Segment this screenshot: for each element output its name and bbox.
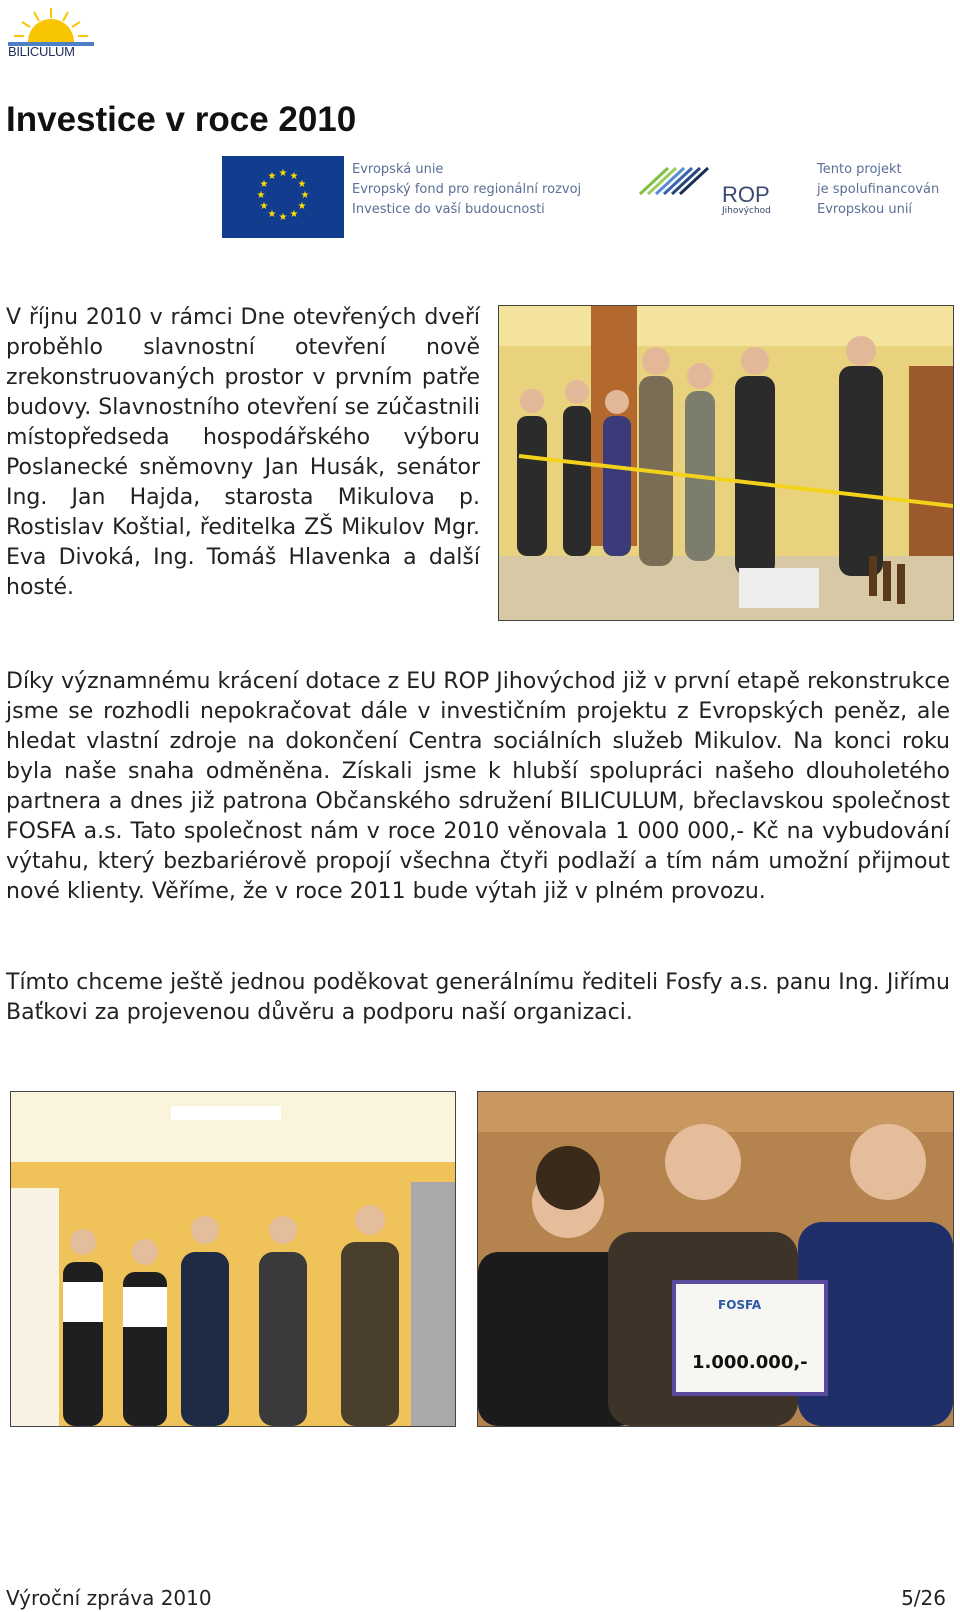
paragraph-thanks: Tímto chceme ještě jednou poděkovat generálnímu řediteli Fosfy a.s. panu Ing. Jiřímu Baťkovi za projevenou důvěru a podporu naší organizaci. [6, 970, 950, 1025]
svg-text:★: ★ [278, 168, 288, 179]
svg-text:★: ★ [259, 201, 269, 212]
footer-report-title: Výroční zpráva 2010 [6, 1586, 212, 1610]
photo-group [10, 1091, 456, 1427]
svg-text:★: ★ [297, 179, 307, 190]
rop-logo [638, 160, 798, 220]
svg-text:★: ★ [267, 171, 277, 182]
logo-text: BILICULUM [8, 44, 75, 59]
rop-name: ROP [722, 182, 770, 207]
photo-check-presentation [477, 1091, 954, 1427]
eu-text [352, 160, 581, 220]
cofin-line: Tento projekt [817, 162, 902, 177]
paragraph-opening: V říjnu 2010 v rámci Dne otevřených dveří proběhlo slavnostní otevření nově zrekonstruovaných prostor v prvním patře budovy. Slavnostního otevření se zúčastnili místopředseda hospodářského výboru Poslanecké sněmovny Jan Husák, senátor Ing. Jan Hajda, starosta Mikulova p. Rostislav Koštial, ředitelka ZŠ Mikulov Mgr. Eva Divoká, Ing. Tomáš Hlavenka a další hosté. [6, 305, 480, 600]
photo-ribbon-cutting [498, 305, 954, 621]
paragraph-funding: Díky významnému krácení dotace z EU ROP Jihovýchod již v první etapě rekonstrukce jsme se rozhodli nepokračovat dále v investičním projektu z Evropských peněz, ale hledat vlastní zdroje na dokončení Centra sociálních služeb Mikulov. Na konci roku byla naše snaha odměněna. Získali jsme k hlubší spolupráci našeho dlouholetého partnera a dnes již patrona Občanského sdružení BILICULUM, břeclavskou společnost FOSFA a.s. Tato společnost nám v roce 2010 věnovala 1 000 000,- Kč na vybudování výtahu, který bezbariérově propojí všechna čtyři podlaží a tím nám umožní přijmout nové klienty. Věříme, že v roce 2011 bude výtah již v plném provozu. [6, 669, 950, 904]
eu-line: Evropský fond pro regionální rozvoj [352, 182, 582, 197]
svg-text:★: ★ [278, 212, 288, 223]
svg-text:★: ★ [300, 190, 310, 201]
rop-stripes-icon [638, 160, 718, 200]
eu-line: Investice do vaší budoucnosti [352, 202, 545, 217]
svg-text:★: ★ [267, 209, 277, 220]
eu-flag [222, 156, 344, 238]
cofin-line: Evropskou unií [817, 202, 913, 217]
check-brand: FOSFA [718, 1298, 762, 1312]
check-amount: 1.000.000,- [692, 1352, 808, 1373]
svg-text:★: ★ [259, 179, 269, 190]
cofin-line: je spolufinancován [817, 182, 940, 197]
svg-text:★: ★ [289, 171, 299, 182]
eu-line: Evropská unie [352, 162, 444, 177]
svg-text:★: ★ [297, 201, 307, 212]
eu-stars-icon [222, 156, 344, 238]
svg-text:★: ★ [289, 209, 299, 220]
page-title: Investice v roce 2010 [6, 100, 357, 139]
cofinancing-text [817, 160, 939, 220]
rop-subtitle: Jihovýchod [722, 206, 771, 216]
svg-text:★: ★ [256, 190, 266, 201]
page-number: 5/26 [901, 1586, 946, 1610]
